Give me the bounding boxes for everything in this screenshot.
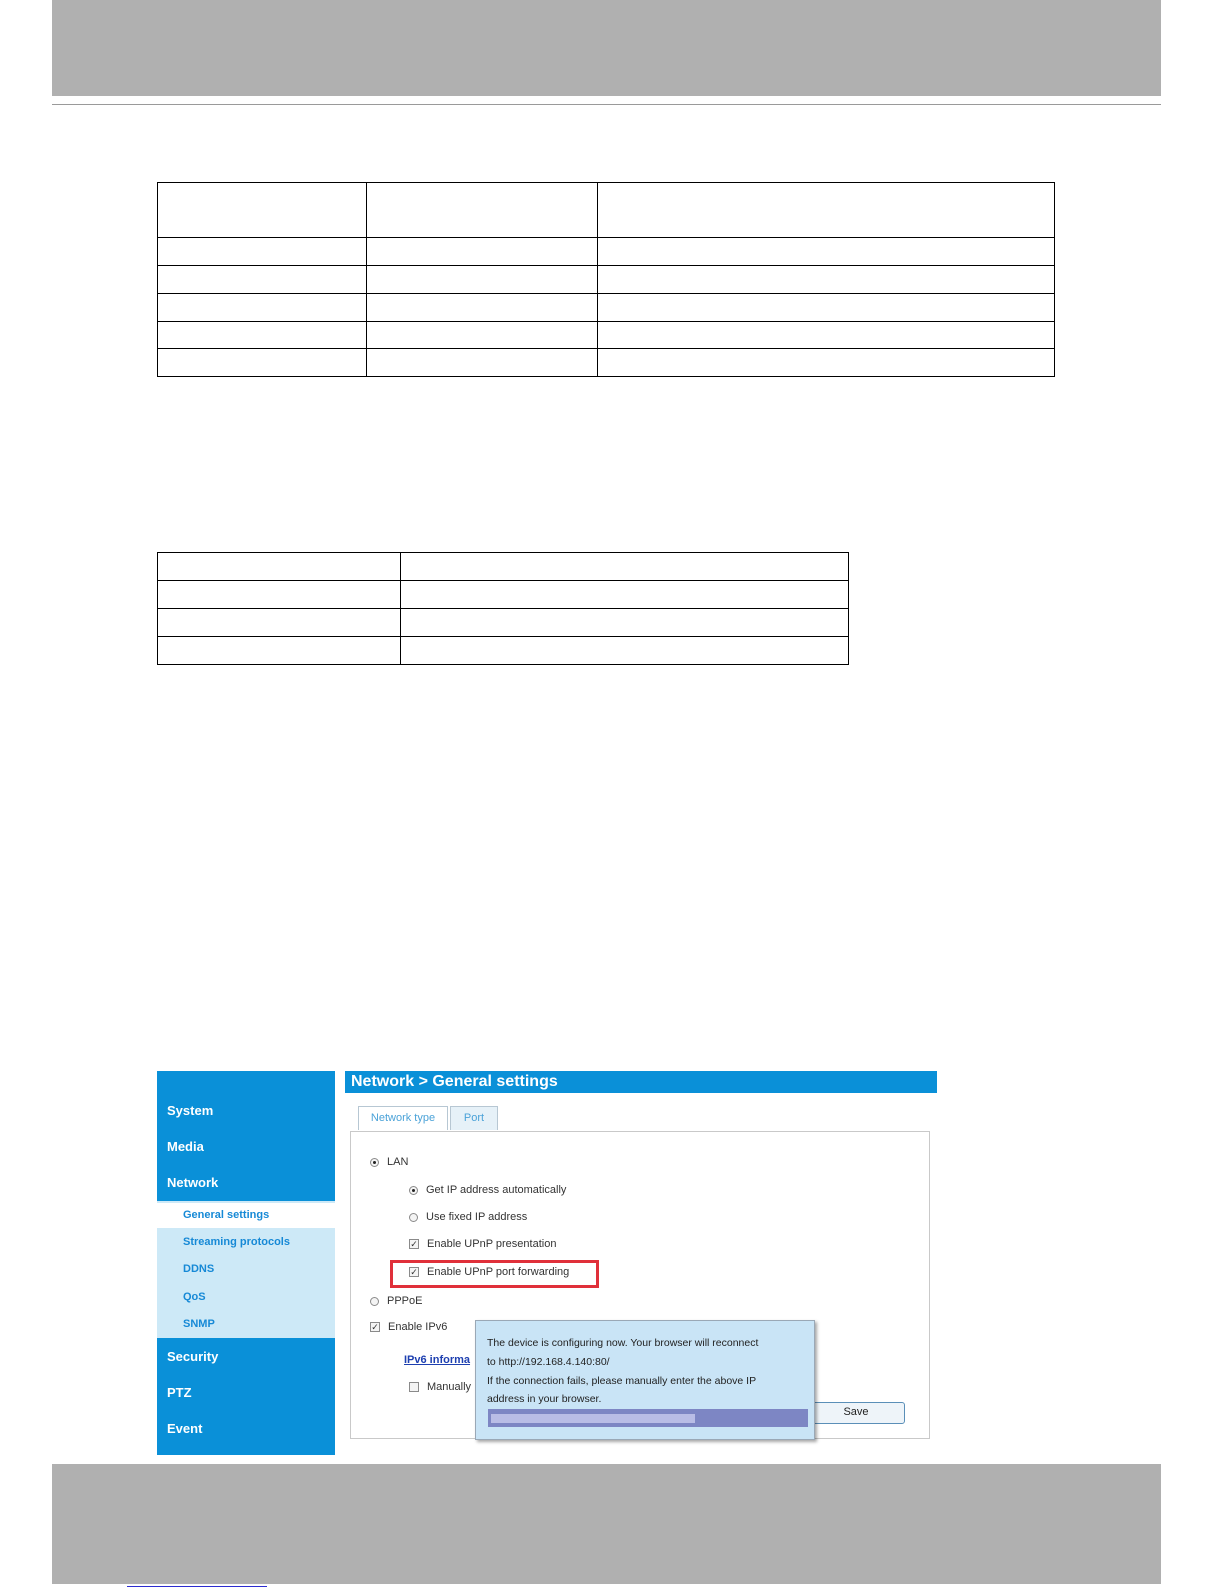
table-cell	[597, 349, 1055, 377]
table-row	[158, 266, 1055, 294]
ipv6-checkbox[interactable]	[370, 1321, 447, 1333]
table-cell	[158, 266, 367, 294]
table-cell	[158, 294, 367, 322]
highlight-box	[390, 1260, 599, 1288]
checkbox-icon[interactable]	[409, 1382, 419, 1392]
header-divider	[52, 104, 1161, 105]
table-row	[158, 581, 849, 609]
fixed-ip-label: Use fixed IP address	[426, 1211, 528, 1223]
table-cell	[400, 609, 848, 637]
table-cell	[158, 637, 401, 665]
table-cell	[597, 183, 1055, 238]
upnp-presentation-label: Enable UPnP presentation	[427, 1238, 557, 1250]
document-table-2	[157, 552, 849, 665]
table-row	[158, 637, 849, 665]
table-cell	[366, 349, 597, 377]
table-cell	[597, 238, 1055, 266]
page-header	[345, 1071, 937, 1093]
submenu-item-qos[interactable]: QoS	[183, 1291, 206, 1303]
sidebar-item-system[interactable]: System	[167, 1103, 214, 1118]
upnp-port-forwarding-label: Enable UPnP port forwarding	[427, 1266, 570, 1278]
table-cell	[597, 294, 1055, 322]
table-cell	[158, 349, 367, 377]
radio-icon[interactable]	[409, 1213, 418, 1222]
table-cell	[158, 322, 367, 349]
table-row	[158, 609, 849, 637]
manually-label: Manually	[427, 1381, 472, 1393]
table-cell	[158, 609, 401, 637]
table-cell	[597, 322, 1055, 349]
manually-checkbox[interactable]	[409, 1381, 471, 1393]
sidebar-item-ptz[interactable]: PTZ	[167, 1385, 192, 1400]
radio-icon[interactable]	[370, 1158, 379, 1167]
table-cell	[597, 266, 1055, 294]
submenu-item-streaming-protocols[interactable]: Streaming protocols	[183, 1236, 290, 1248]
table-cell	[366, 266, 597, 294]
table-cell	[158, 553, 401, 581]
dialog-message-line: If the connection fails, please manually enter the above IP	[487, 1375, 757, 1387]
get-ip-auto-label: Get IP address automatically	[426, 1184, 567, 1196]
checkmark-icon[interactable]: ✓	[410, 1239, 418, 1249]
table-cell	[400, 553, 848, 581]
sidebar	[157, 1071, 335, 1455]
progress-bar	[488, 1409, 808, 1427]
fixed-ip-option[interactable]	[409, 1211, 527, 1223]
upnp-presentation-checkbox[interactable]	[409, 1238, 556, 1250]
sidebar-item-security[interactable]: Security	[167, 1349, 219, 1364]
table-cell	[158, 581, 401, 609]
table-row	[158, 349, 1055, 377]
checkmark-icon[interactable]: ✓	[371, 1322, 379, 1332]
table-row	[158, 553, 849, 581]
network-settings-screenshot	[157, 1071, 937, 1455]
table-cell	[366, 322, 597, 349]
ipv6-information-link[interactable]: IPv6 informa	[404, 1354, 471, 1366]
checkmark-icon[interactable]: ✓	[410, 1267, 418, 1277]
table-cell	[158, 183, 367, 238]
lan-option[interactable]	[370, 1156, 408, 1168]
tab-port[interactable]: Port	[450, 1106, 498, 1130]
lan-label: LAN	[387, 1156, 409, 1168]
table-cell	[366, 238, 597, 266]
configuring-dialog	[475, 1320, 815, 1440]
page-footer-band	[52, 1464, 1161, 1584]
sidebar-item-network[interactable]: Network	[167, 1175, 219, 1190]
table-row	[158, 183, 1055, 238]
page-title: Network > General settings	[351, 1073, 558, 1090]
table-row	[158, 322, 1055, 349]
table-cell	[400, 581, 848, 609]
pppoe-label: PPPoE	[387, 1295, 423, 1307]
dialog-message-line: The device is configuring now. Your browser will reconnect	[487, 1337, 759, 1349]
radio-icon[interactable]	[370, 1297, 379, 1306]
sidebar-item-event[interactable]: Event	[167, 1421, 203, 1436]
document-table-1	[157, 182, 1055, 377]
submenu-item-ddns[interactable]: DDNS	[183, 1263, 215, 1275]
table-cell	[366, 183, 597, 238]
table-row	[158, 294, 1055, 322]
submenu-item-general-settings[interactable]: General settings	[157, 1203, 335, 1228]
page-header-band	[52, 0, 1161, 96]
sidebar-item-media[interactable]: Media	[167, 1139, 204, 1154]
dialog-message-line: to http://192.168.4.140:80/	[487, 1356, 610, 1368]
tab-network-type[interactable]: Network type	[358, 1106, 448, 1130]
ipv6-label: Enable IPv6	[388, 1321, 448, 1333]
dialog-message-line: address in your browser.	[487, 1393, 602, 1405]
save-button[interactable]: Save	[807, 1402, 905, 1424]
submenu-item-snmp[interactable]: SNMP	[183, 1318, 215, 1330]
progress-bar-fill	[491, 1414, 695, 1423]
table-cell	[400, 637, 848, 665]
table-cell	[366, 294, 597, 322]
network-submenu	[157, 1201, 335, 1338]
radio-icon[interactable]	[409, 1186, 418, 1195]
get-ip-auto-option[interactable]	[409, 1184, 566, 1196]
table-cell	[158, 238, 367, 266]
pppoe-option[interactable]	[370, 1295, 422, 1307]
table-row	[158, 238, 1055, 266]
